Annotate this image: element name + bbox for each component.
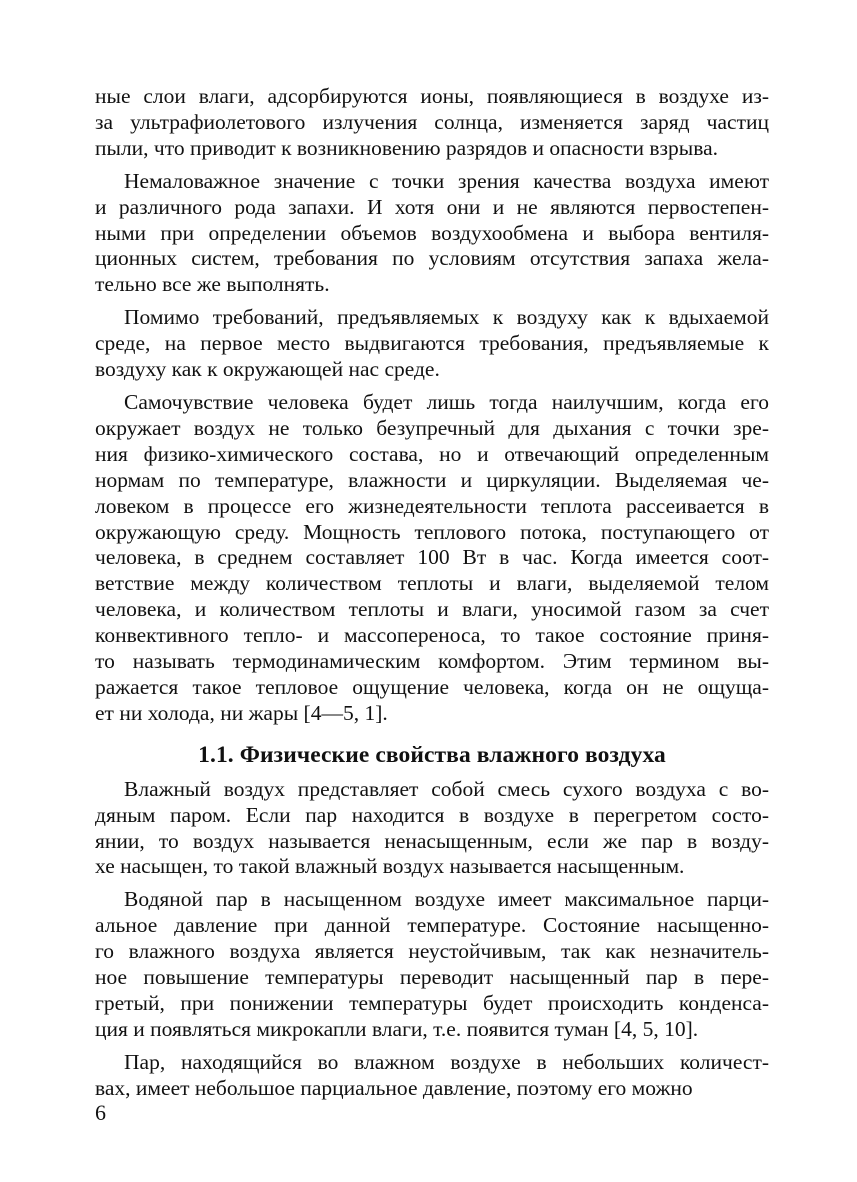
text-line: тельно все же выполнять. <box>95 272 330 297</box>
text-line: человека, и количеством теплоты и влаги, уносимой газом за счет <box>95 597 769 622</box>
paragraph <box>95 84 769 162</box>
text-line: за ультрафиолетового излучения солнца, изменяется заряд частиц <box>95 109 769 134</box>
text-line: окружающую среду. Мощность теплового потока, поступающего от <box>95 519 769 544</box>
text-line: ветствие между количеством теплоты и влаги, выделяемой телом <box>95 571 769 596</box>
text-line: ное повышение температуры переводит насыщенный пар в пере- <box>95 965 769 990</box>
paragraph <box>95 390 769 727</box>
text-line: хе насыщен, то такой влажный воздух называется насыщенным. <box>95 854 685 879</box>
text-block-top <box>95 84 769 727</box>
text-line: Немаловажное значение с точки зрения качества воздуха имеют <box>124 168 769 193</box>
paragraph <box>95 1050 769 1102</box>
text-line: воздуху как к окружающей нас среде. <box>95 357 440 382</box>
text-line: конвективного тепло- и массопереноса, то такое состояние приня- <box>95 623 769 648</box>
text-line: дяным паром. Если пар находится в воздухе в перегретом состо- <box>95 802 769 827</box>
text-block-bottom <box>95 777 769 1102</box>
text-line: Водяной пар в насыщенном воздухе имеет максимальное парци- <box>124 887 769 912</box>
text-line: пыли, что приводит к возникновению разрядов и опасности взрыва. <box>95 135 718 160</box>
section-heading: 1.1. Физические свойства влажного воздуха <box>198 741 666 768</box>
text-line: Влажный воздух представляет собой смесь сухого воздуха с во- <box>124 776 769 801</box>
text-line: го влажного воздуха является неустойчивым, так как незначитель- <box>95 939 769 964</box>
text-line: и различного рода запахи. И хотя они и не являются первостепен- <box>95 194 769 219</box>
paragraph <box>95 777 769 881</box>
paragraph <box>95 887 769 1042</box>
text-line: ловеком в процессе его жизнедеятельности теплота рассеивается в <box>95 493 769 518</box>
text-line: ражается такое тепловое ощущение человека, когда он не ощуща- <box>95 674 769 699</box>
text-line: Самочувствие человека будет лишь тогда наилучшим, когда его <box>124 389 769 414</box>
text-line: ционных систем, требования по условиям отсутствия запаха жела- <box>95 246 769 271</box>
text-line: ет ни холода, ни жары [4—5, 1]. <box>95 700 388 725</box>
text-line: ными при определении объемов воздухообмена и выбора вентиля- <box>95 220 769 245</box>
text-line: вах, имеет небольшое парциальное давление, поэтому его можно <box>95 1075 693 1100</box>
text-line: Помимо требований, предъявляемых к воздуху как к вдыхаемой <box>124 305 769 330</box>
text-line: то называть термодинамическим комфортом. Этим термином вы- <box>95 649 769 674</box>
page-body <box>95 84 769 1109</box>
paragraph <box>95 305 769 383</box>
text-line: ные слои влаги, адсорбируются ионы, появляющиеся в воздухе из- <box>95 84 769 108</box>
text-line: ция и появляться микрокапли влаги, т.е. появится туман [4, 5, 10]. <box>95 1016 699 1041</box>
text-line: янии, то воздух называется ненасыщенным, если же пар в возду- <box>95 828 769 853</box>
text-line: человека, в среднем составляет 100 Вт в час. Когда имеется соот- <box>95 545 769 570</box>
text-line: окружает воздух не только безупречный для дыхания с точки зре- <box>95 415 769 440</box>
paragraph <box>95 169 769 299</box>
text-line: ния физико-химического состава, но и отвечающий определенным <box>95 441 769 466</box>
page-number: 6 <box>95 1100 106 1125</box>
text-line: гретый, при понижении температуры будет происходить конденса- <box>95 991 769 1015</box>
text-line: среде, на первое место выдвигаются требования, предъявляемые к <box>95 331 769 356</box>
text-line: Пар, находящийся во влажном воздухе в небольших количест- <box>124 1049 769 1074</box>
text-line: нормам по температуре, влажности и циркуляции. Выделяемая че- <box>95 467 769 492</box>
text-line: альное давление при данной температуре. Состояние насыщенно- <box>95 913 769 938</box>
